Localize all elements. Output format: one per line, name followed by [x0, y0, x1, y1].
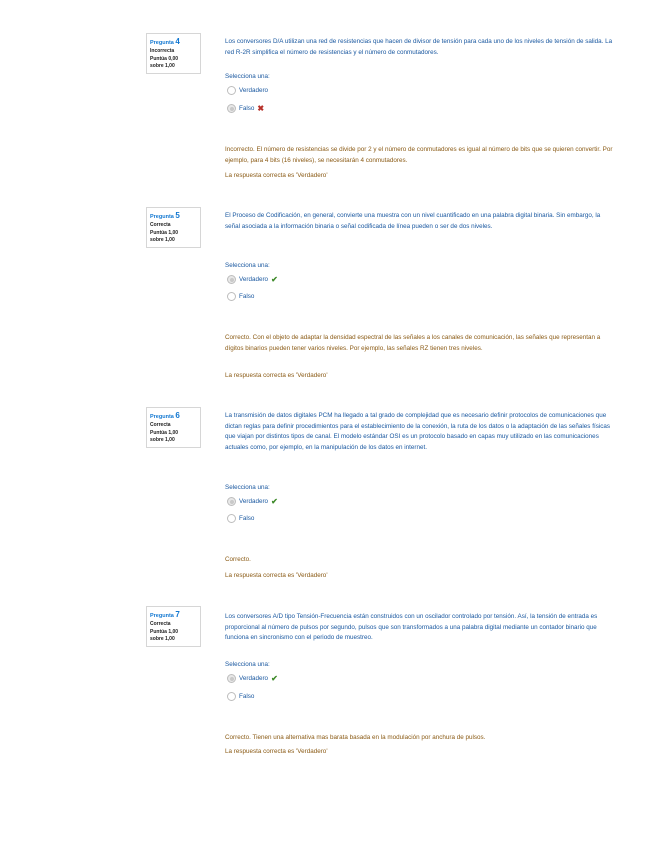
feedback-text: Correcto.	[225, 556, 251, 563]
question-text: Los conversores A/D tipo Tensión-Frecuencia están construidos con un oscilador controlado por tensión. Así, la tensión de entrada es proporcional al número de pulsos por segundo, pulsos que son transformados a una palabra digital mediante un contador binario que funciona en sincronismo con el periodo de muestreo.	[225, 613, 598, 641]
option-verdadero[interactable]	[227, 497, 278, 506]
feedback-text: Correcto. Tienen una alternativa mas barata basada en la modulación por anchura de pulsos.	[225, 734, 486, 741]
radio-button[interactable]	[227, 292, 236, 301]
option-falso[interactable]	[227, 104, 264, 113]
radio-button-selected[interactable]	[227, 497, 236, 506]
radio-button-selected[interactable]	[227, 104, 236, 113]
answer-prompt: Selecciona una:	[225, 262, 270, 269]
question-text: La transmisión de datos digitales PCM ha llegado a tal grado de complejidad que es necesario definir protocolos de comunicaciones que dictan reglas para definir procedimientos para el establecimiento de la conexión, la ruta de los datos o la adaptación de las señales físicas que viajan por distintos tipos de canal. El modelo estándar OSI es un protocolo basado en capas muy utilizado en las comunicaciones actuales como, por ejemplo, en la manipulación de los datos en internet.	[225, 412, 611, 451]
answer-prompt: Selecciona una:	[225, 73, 270, 80]
option-label: Falso	[239, 293, 255, 300]
option-label: Verdadero	[239, 87, 269, 94]
question-text: Los conversores D/A utilizan una red de resistencias que hacen de divisor de tensión para cada uno de los niveles de tensión de salida. La red R-2R simplifica el número de resistencias y el número de conmutadores.	[225, 38, 613, 56]
question-info	[146, 606, 201, 647]
option-verdadero[interactable]	[227, 86, 268, 95]
option-label: Verdadero	[239, 675, 269, 682]
question-grade: Puntúa 1,00 sobre 1,00	[150, 430, 179, 443]
question-number: Pregunta 7	[150, 610, 180, 619]
radio-button[interactable]	[227, 86, 236, 95]
question-text: El Proceso de Codificación, en general, convierte una muestra con un nivel cuantificado en una palabra digital binaria. Sin embargo, la señal asociada a la información binaria o señal codificada de línea pueden o ser de dos niveles.	[225, 212, 601, 230]
feedback-text: Correcto. Con el objeto de adaptar la densidad espectral de las señales a los canales de comunicación, las señales que representan a dígitos binarios pueden tener varios niveles. Por ejemplo, las señales RZ tienen tres niveles.	[225, 334, 601, 352]
option-label: Falso	[239, 693, 255, 700]
answer-prompt: Selecciona una:	[225, 661, 270, 668]
option-label: Falso	[239, 105, 255, 112]
correct-icon: ✔	[271, 674, 278, 683]
right-answer: La respuesta correcta es 'Verdadero'	[225, 748, 328, 755]
question-grade: Puntúa 1,00 sobre 1,00	[150, 230, 179, 243]
question-info	[146, 33, 201, 74]
question-number: Pregunta 5	[150, 211, 180, 220]
feedback-text: Incorrecto. El número de resistencias se divide por 2 y el número de conmutadores es igual al número de bits que se quieren convertir. Por ejemplo, para 4 bits (16 niveles), se necesitarán 4 conmutadores.	[225, 146, 613, 164]
option-label: Verdadero	[239, 498, 269, 505]
right-answer: La respuesta correcta es 'Verdadero'	[225, 372, 328, 379]
radio-button-selected[interactable]	[227, 275, 236, 284]
option-verdadero[interactable]	[227, 674, 278, 683]
option-label: Falso	[239, 515, 255, 522]
right-answer: La respuesta correcta es 'Verdadero'	[225, 172, 328, 179]
radio-button-selected[interactable]	[227, 674, 236, 683]
option-label: Verdadero	[239, 276, 269, 283]
radio-button[interactable]	[227, 692, 236, 701]
question-number: Pregunta 6	[150, 411, 180, 420]
option-verdadero[interactable]	[227, 275, 278, 284]
question-grade: Puntúa 0,00 sobre 1,00	[150, 56, 179, 69]
question-state: Incorrecta	[150, 48, 175, 54]
correct-icon: ✔	[271, 497, 278, 506]
question-info	[146, 207, 201, 248]
question-grade: Puntúa 1,00 sobre 1,00	[150, 629, 179, 642]
right-answer: La respuesta correcta es 'Verdadero'	[225, 572, 328, 579]
incorrect-icon: ✖	[257, 104, 265, 113]
question-number: Pregunta 4	[150, 37, 180, 46]
option-falso[interactable]	[227, 292, 254, 301]
radio-button[interactable]	[227, 514, 236, 523]
question-info	[146, 407, 201, 448]
option-falso[interactable]	[227, 514, 254, 523]
correct-icon: ✔	[271, 275, 278, 284]
option-falso[interactable]	[227, 692, 254, 701]
question-state: Correcta	[150, 222, 171, 228]
answer-prompt: Selecciona una:	[225, 484, 270, 491]
question-state: Correcta	[150, 621, 171, 627]
question-state: Correcta	[150, 422, 171, 428]
